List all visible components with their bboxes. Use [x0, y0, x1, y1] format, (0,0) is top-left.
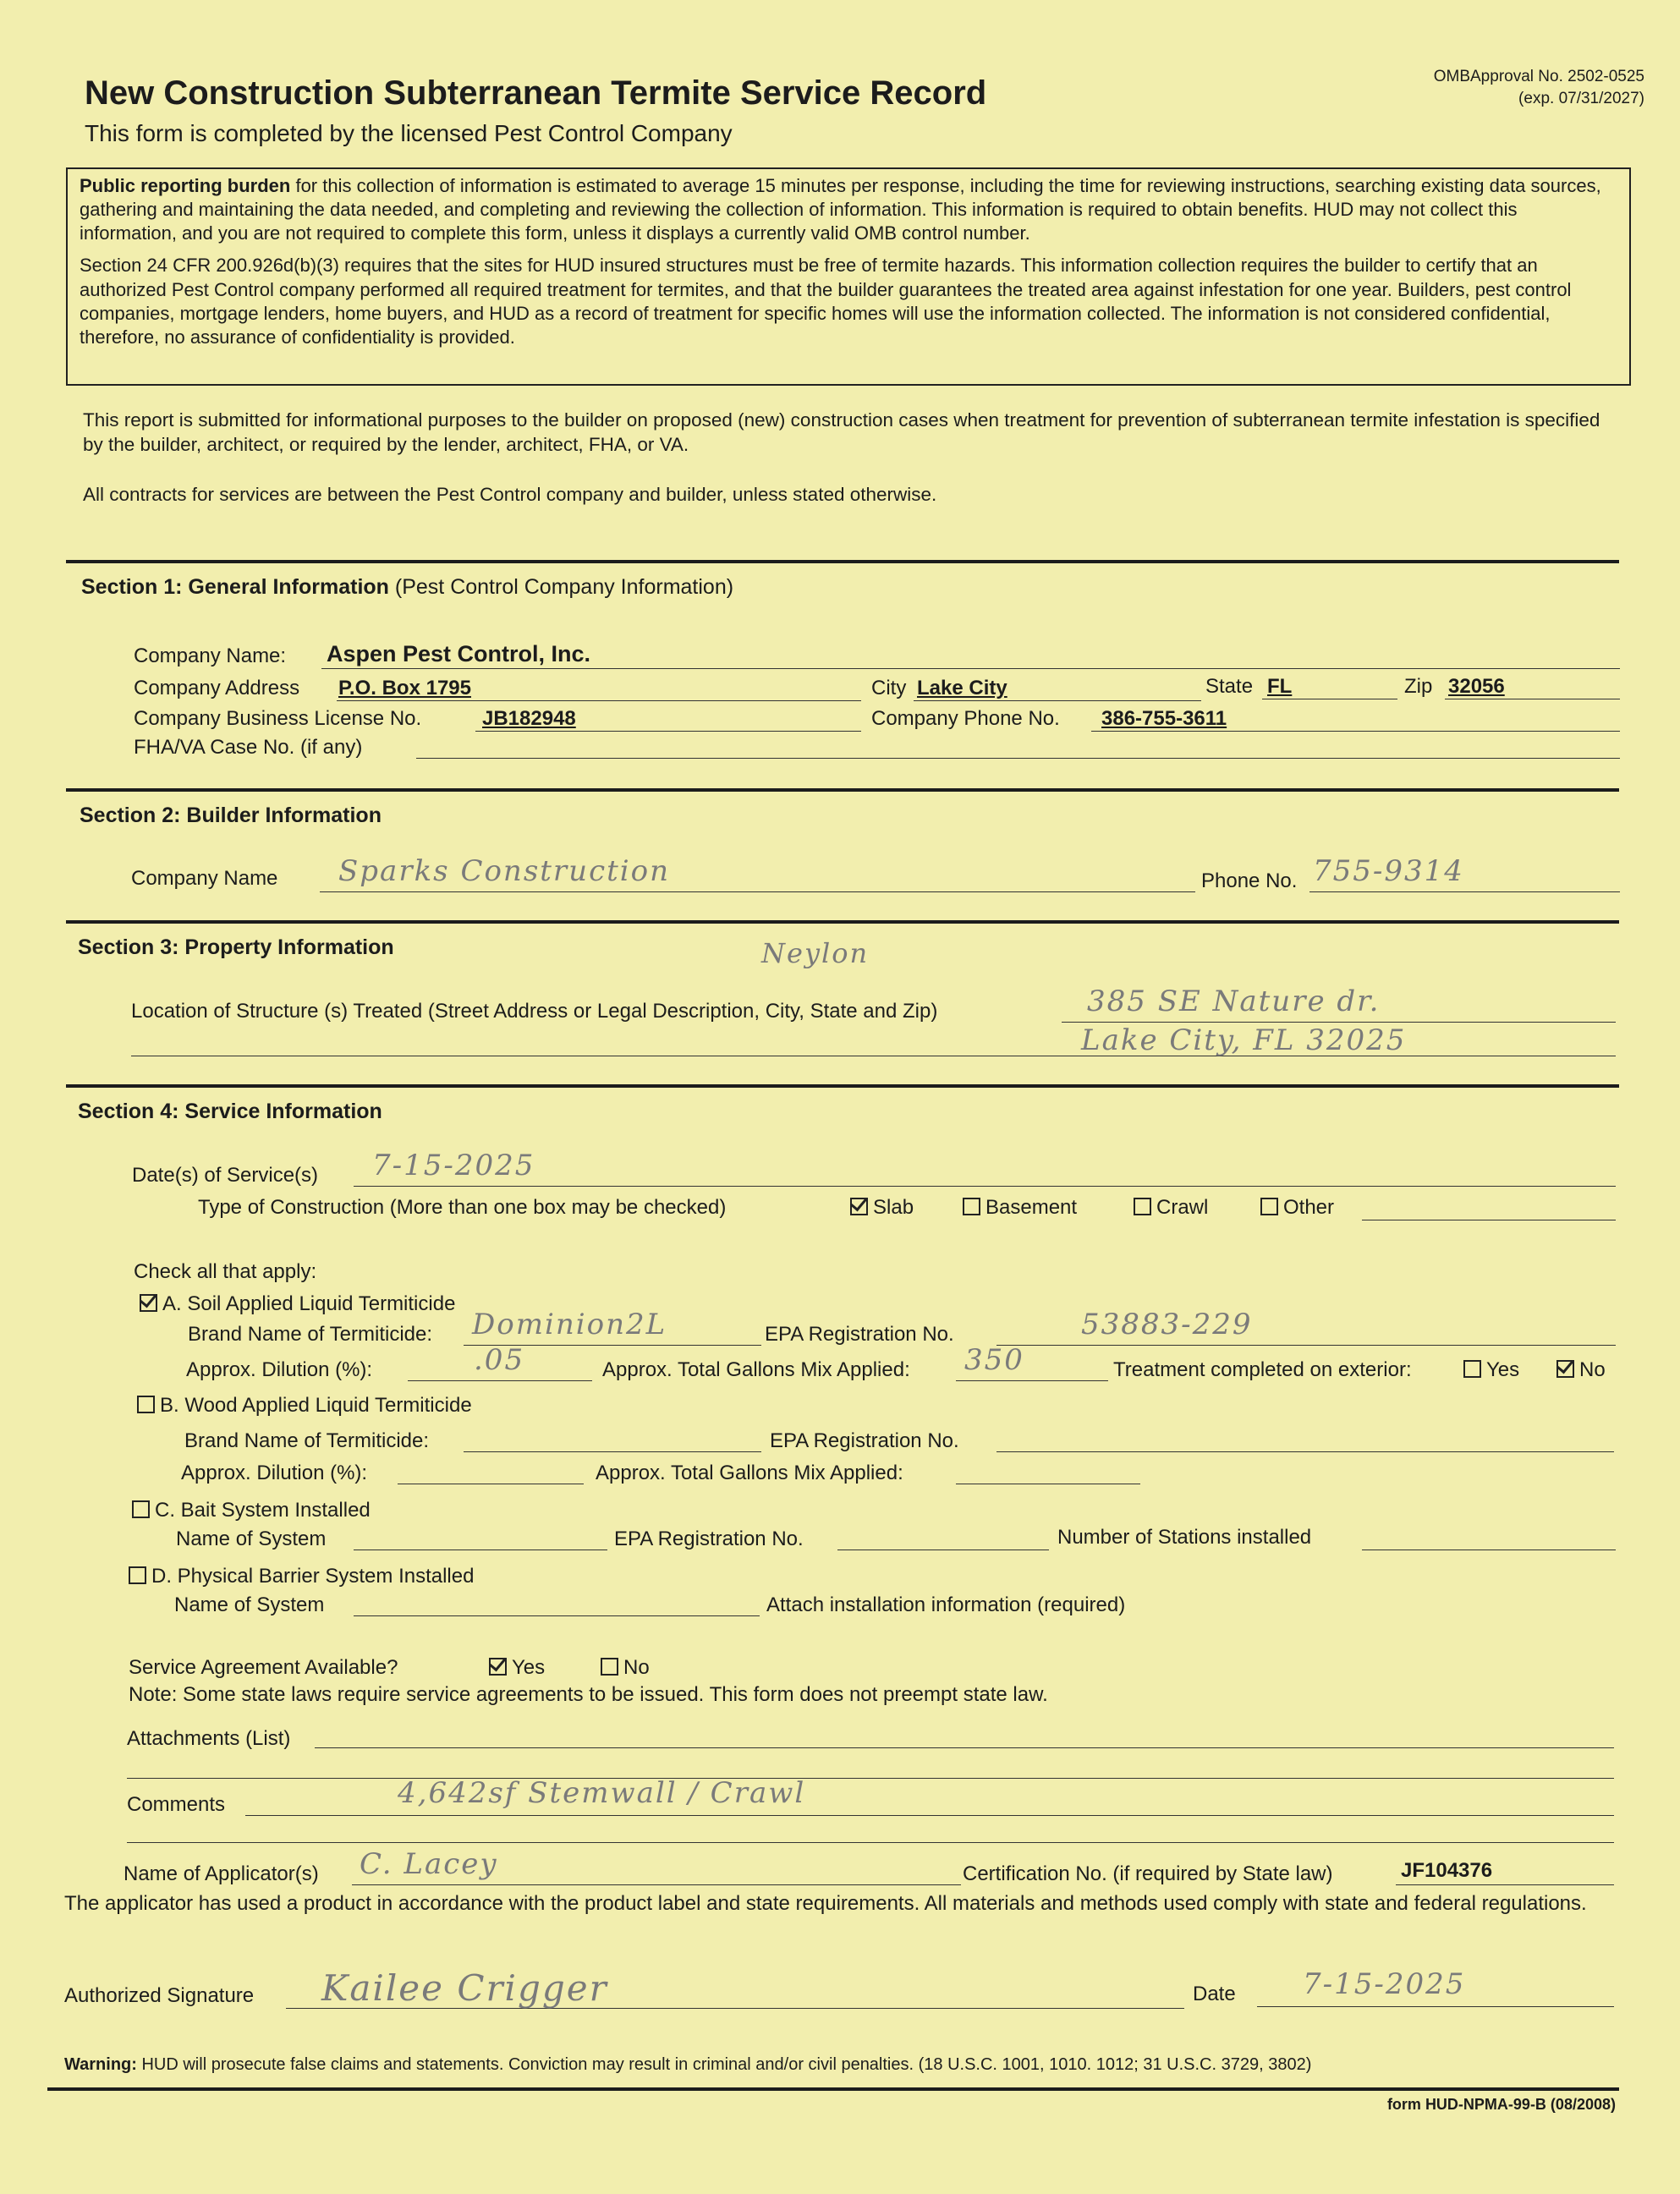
d-attach-label: Attach installation information (required) — [766, 1593, 1126, 1616]
builder-company-label: Company Name — [131, 867, 278, 890]
compliance-statement: The applicator has used a product in accordance with the product label and state requirements. All materials and methods used comply with state and federal regulations. — [64, 1892, 1587, 1915]
d-name-line[interactable] — [354, 1615, 760, 1616]
a-gallons-value[interactable]: 350 — [964, 1343, 1024, 1377]
section3-heading: Section 3: Property Information — [78, 935, 394, 959]
state-label: State — [1205, 675, 1254, 698]
section4-heading: Section 4: Service Information — [78, 1100, 382, 1123]
fha-case-label: FHA/VA Case No. (if any) — [134, 736, 363, 759]
burden-statement-box — [66, 167, 1631, 386]
a-dilution-value[interactable]: .05 — [474, 1343, 525, 1377]
fha-case-line[interactable] — [416, 758, 1620, 759]
location-value-line1[interactable]: 385 SE Nature dr. — [1087, 985, 1381, 1018]
omb-expiration: (exp. 07/31/2027) — [1518, 89, 1644, 107]
a-gallons-line — [956, 1380, 1108, 1381]
a-brand-label: Brand Name of Termiticide: — [188, 1323, 433, 1346]
company-phone-label: Company Phone No. — [871, 707, 1060, 730]
certification-label: Certification No. (if required by State law) — [963, 1862, 1333, 1885]
zip-value[interactable]: 32056 — [1448, 675, 1505, 698]
signature-date-value[interactable]: 7-15-2025 — [1303, 1967, 1466, 2001]
comments-label: Comments — [127, 1793, 226, 1816]
a-epa-line — [996, 1345, 1616, 1346]
company-name-value[interactable]: Aspen Pest Control, Inc. — [327, 641, 591, 666]
d-name-label: Name of System — [174, 1593, 325, 1616]
a-epa-label: EPA Registration No. — [765, 1323, 954, 1346]
exterior-no-option[interactable]: No — [1556, 1358, 1606, 1382]
company-name-line — [321, 668, 1620, 669]
service-date-label: Date(s) of Service(s) — [132, 1164, 319, 1187]
omb-approval — [1434, 66, 1644, 109]
owner-note: Neylon — [761, 937, 870, 969]
signature-date-label: Date — [1193, 1983, 1236, 2005]
license-value[interactable]: JB182948 — [482, 707, 576, 730]
exterior-yes-option[interactable]: Yes — [1463, 1358, 1519, 1382]
authorized-signature[interactable]: Kailee Crigger — [321, 1967, 608, 2009]
location-value-line2[interactable]: Lake City, FL 32025 — [1081, 1023, 1407, 1057]
city-value[interactable]: Lake City — [917, 677, 1007, 699]
section-divider — [66, 560, 1619, 563]
a-gallons-label: Approx. Total Gallons Mix Applied: — [602, 1358, 910, 1381]
b-dilution-label: Approx. Dilution (%): — [181, 1462, 368, 1484]
service-date-line — [354, 1186, 1616, 1187]
soil-applied-option[interactable]: A. Soil Applied Liquid Termiticide — [140, 1292, 455, 1316]
location-label: Location of Structure (s) Treated (Street Address or Legal Description, City, State and Zip) — [131, 1000, 938, 1023]
certification-line — [1396, 1884, 1614, 1885]
agreement-yes-checkbox[interactable] — [489, 1658, 507, 1676]
other-checkbox[interactable] — [1260, 1198, 1278, 1215]
comments-line — [245, 1815, 1614, 1816]
physical-barrier-option[interactable]: D. Physical Barrier System Installed — [129, 1565, 474, 1588]
burden-paragraph — [80, 174, 1617, 245]
license-label: Company Business License No. — [134, 707, 422, 730]
section2-heading: Section 2: Builder Information — [80, 804, 382, 827]
applicator-line — [352, 1884, 961, 1885]
city-line — [914, 700, 1201, 701]
certification-value[interactable]: JF104376 — [1401, 1859, 1493, 1882]
b-epa-line[interactable] — [996, 1451, 1614, 1452]
signature-date-line — [1257, 2006, 1614, 2007]
attachments-line[interactable] — [315, 1747, 1614, 1748]
wood-applied-checkbox[interactable] — [137, 1396, 155, 1413]
signature-label: Authorized Signature — [64, 1984, 255, 2007]
service-agreement-label: Service Agreement Available? — [129, 1656, 398, 1679]
b-epa-label: EPA Registration No. — [770, 1429, 959, 1452]
company-phone-value[interactable]: 386-755-3611 — [1101, 707, 1227, 730]
omb-number: OMBApproval No. 2502-0525 — [1433, 68, 1644, 85]
agreement-no-option[interactable]: No — [601, 1656, 650, 1680]
b-gallons-label: Approx. Total Gallons Mix Applied: — [596, 1462, 903, 1484]
comments-value[interactable]: 4,642sf Stemwall / Crawl — [398, 1776, 806, 1810]
crawl-checkbox[interactable] — [1134, 1198, 1151, 1215]
wood-applied-option[interactable]: B. Wood Applied Liquid Termiticide — [137, 1394, 472, 1418]
builder-phone-label: Phone No. — [1201, 869, 1298, 892]
location-line-1 — [1062, 1022, 1616, 1023]
zip-label: Zip — [1404, 675, 1433, 698]
company-name-label: Company Name: — [134, 644, 287, 667]
applicator-label: Name of Applicator(s) — [124, 1862, 319, 1885]
b-brand-line[interactable] — [464, 1451, 761, 1452]
basement-option[interactable]: Basement — [963, 1196, 1077, 1220]
section-divider — [66, 1084, 1619, 1088]
section-divider — [66, 788, 1619, 792]
builder-phone-value[interactable]: 755-9314 — [1313, 854, 1464, 888]
builder-company-value[interactable]: Sparks Construction — [338, 854, 671, 888]
attachments-line-2[interactable] — [127, 1778, 1614, 1779]
burden-lead: Public reporting burden — [80, 175, 291, 196]
address-line — [337, 700, 861, 701]
agreement-yes-option[interactable]: Yes — [489, 1656, 545, 1680]
bait-system-checkbox[interactable] — [132, 1500, 150, 1518]
state-law-note: Note: Some state laws require service agreements to be issued. This form does not preempt state law. — [129, 1683, 1048, 1706]
applicator-value[interactable]: C. Lacey — [360, 1847, 498, 1881]
c-epa-label: EPA Registration No. — [614, 1528, 804, 1550]
agreement-no-checkbox[interactable] — [601, 1658, 618, 1676]
c-stations-label: Number of Stations installed — [1057, 1526, 1312, 1549]
slab-option[interactable]: Slab — [850, 1196, 914, 1220]
burden-text: for this collection of information is estimated to average 15 minutes per response, including the time for reviewing instructions, searching existing data sources, gathering and maintaining the data needed, and completing and reviewing the collection of information. This information is required to obtain benefits. HUD may not collect this information, and you are not required to complete this form, unless it displays a currently valid OMB control number. — [80, 175, 1601, 244]
physical-barrier-checkbox[interactable] — [129, 1566, 146, 1584]
b-brand-label: Brand Name of Termiticide: — [184, 1429, 430, 1452]
form-title: New Construction Subterranean Termite Service Record — [85, 74, 987, 112]
a-epa-value[interactable]: 53883-229 — [1081, 1308, 1253, 1341]
exterior-no-checkbox[interactable] — [1556, 1360, 1574, 1378]
a-dilution-line — [408, 1380, 592, 1381]
exterior-label: Treatment completed on exterior: — [1113, 1358, 1412, 1381]
service-date-value[interactable]: 7-15-2025 — [372, 1149, 535, 1182]
soil-applied-checkbox[interactable] — [140, 1294, 157, 1312]
section-divider — [66, 920, 1619, 924]
c-name-label: Name of System — [176, 1528, 327, 1550]
builder-phone-line — [1309, 891, 1620, 892]
intro-paragraph: This report is submitted for informational purposes to the builder on proposed (new) construction cases when treatment for prevention of subterranean termite infestation is specified by the builder, architect, or required by the lender, architect, FHA, or VA. — [83, 409, 1600, 456]
state-value[interactable]: FL — [1267, 675, 1293, 698]
bait-system-option[interactable]: C. Bait System Installed — [132, 1499, 371, 1522]
exterior-yes-checkbox[interactable] — [1463, 1360, 1481, 1378]
license-line — [475, 731, 861, 732]
section1-heading: Section 1: General Information (Pest Control Company Information) — [81, 575, 734, 599]
warning-statement: Warning: HUD will prosecute false claims and statements. Conviction may result in criminal and/or civil penalties. (18 U.S.C. 1001, 1010. 1012; 31 U.S.C. 3729, 3802) — [64, 2055, 1312, 2074]
comments-line-2[interactable] — [127, 1842, 1614, 1843]
a-dilution-label: Approx. Dilution (%): — [186, 1358, 373, 1381]
basement-checkbox[interactable] — [963, 1198, 980, 1215]
crawl-option[interactable]: Crawl — [1134, 1196, 1208, 1220]
other-option[interactable]: Other — [1260, 1196, 1334, 1220]
company-address-label: Company Address — [134, 677, 300, 699]
slab-checkbox[interactable] — [850, 1198, 868, 1215]
construction-type-label: Type of Construction (More than one box may be checked) — [198, 1196, 727, 1219]
footer-rule — [47, 2087, 1619, 2091]
company-address-value[interactable]: P.O. Box 1795 — [338, 677, 471, 699]
city-label: City — [871, 677, 907, 699]
company-phone-line — [1091, 731, 1620, 732]
contracts-paragraph: All contracts for services are between the Pest Control company and builder, unless stated otherwise. — [83, 484, 937, 505]
attachments-label: Attachments (List) — [127, 1727, 291, 1750]
regulation-paragraph: Section 24 CFR 200.926d(b)(3) requires that the sites for HUD insured structures must be free of termite hazards. This information collection requires the builder to certify that an authorized Pest Control company performed all required treatment for termites, and that the builder guarantees the treated area against infestation for one year. Builders, pest control companies, mortgage lenders, home buyers, and HUD as a record of treatment for specific homes will use the information collected. The information is not considered confidential, therefore, no assurance of confidentiality is provided. — [80, 255, 1572, 348]
check-all-label: Check all that apply: — [134, 1260, 317, 1283]
builder-company-line — [320, 891, 1195, 892]
form-id: form HUD-NPMA-99-B (08/2008) — [1386, 2096, 1616, 2113]
a-brand-value[interactable]: Dominion2L — [472, 1308, 667, 1341]
form-subtitle: This form is completed by the licensed Pest Control Company — [85, 120, 733, 146]
